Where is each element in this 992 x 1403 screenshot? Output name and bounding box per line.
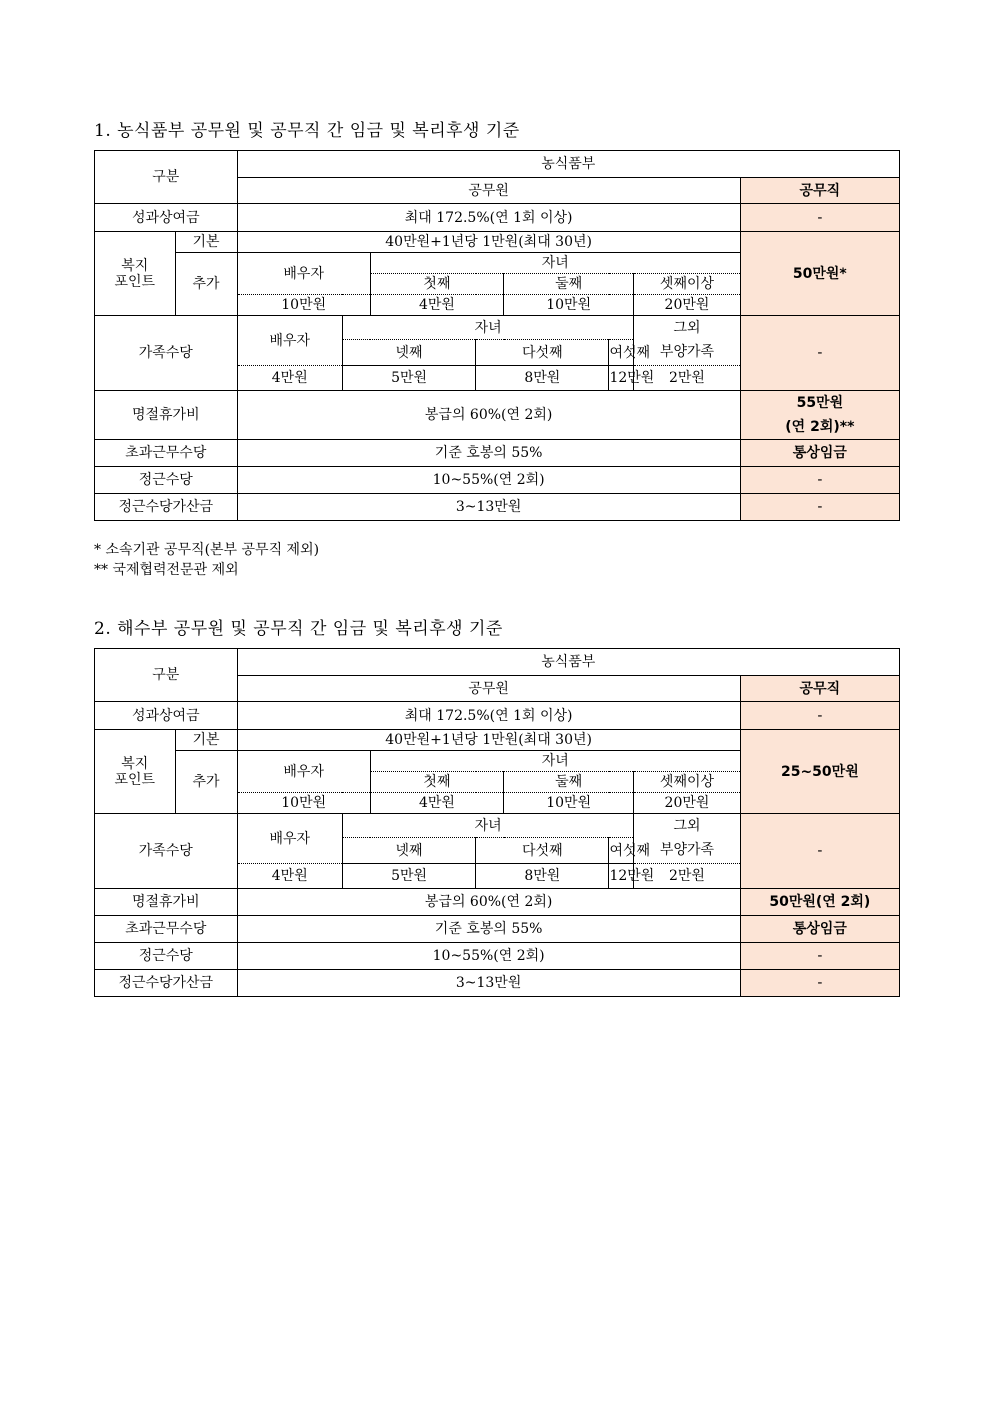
welfare-first-label: 첫째	[370, 274, 503, 295]
welfare-second-amount: 10만원	[504, 295, 634, 316]
holiday-bonus-label: 명절휴가비	[95, 391, 238, 440]
family-fourth-label: 넷째	[342, 340, 475, 366]
family-worker-value: -	[740, 814, 899, 889]
header-ministry: 농식품부	[237, 649, 899, 676]
header-worker: 공무직	[740, 178, 899, 204]
attendance-add-value: 3~13만원	[237, 970, 740, 997]
family-other-label-1: 그외	[634, 814, 740, 838]
attendance-label: 정근수당	[95, 467, 238, 494]
family-sixth-label: 여섯째	[609, 838, 634, 864]
overtime-value: 기준 호봉의 55%	[237, 440, 740, 467]
holiday-bonus-worker: 50만원(연 2회)	[740, 889, 899, 916]
family-children-label: 자녀	[342, 316, 633, 340]
attendance-worker: -	[740, 943, 899, 970]
attendance-value: 10~55%(연 2회)	[237, 943, 740, 970]
footnote-1: * 소속기관 공무직(본부 공무직 제외)	[94, 542, 320, 558]
family-children-label: 자녀	[342, 814, 633, 838]
welfare-first-amount: 4만원	[370, 793, 503, 814]
family-allowance-label: 가족수당	[95, 814, 238, 889]
overtime-label: 초과근무수당	[95, 916, 238, 943]
family-worker-value: -	[740, 316, 899, 391]
family-other-label-1: 그외	[634, 316, 740, 340]
welfare-spouse-label: 배우자	[237, 751, 370, 793]
header-worker: 공무직	[740, 676, 899, 702]
perf-bonus-label: 성과상여금	[95, 204, 238, 232]
holiday-bonus-value: 봉급의 60%(연 2회)	[237, 889, 740, 916]
holiday-bonus-value: 봉급의 60%(연 2회)	[237, 391, 740, 440]
welfare-basic-value: 40만원+1년당 1만원(최대 30년)	[237, 232, 740, 253]
family-sixth-amount: 12만원	[609, 864, 634, 889]
perf-bonus-value: 최대 172.5%(연 1회 이상)	[237, 702, 740, 730]
welfare-third-amount: 20만원	[634, 793, 740, 814]
family-spouse-label: 배우자	[237, 316, 342, 366]
welfare-spouse-amount: 10만원	[237, 295, 370, 316]
attendance-value: 10~55%(연 2회)	[237, 467, 740, 494]
section-title-1: 1. 농식품부 공무원 및 공무직 간 임금 및 복리후생 기준	[94, 121, 520, 141]
welfare-children-label: 자녀	[370, 253, 740, 274]
family-sixth-amount: 12만원	[609, 366, 634, 391]
welfare-basic-label: 기본	[175, 232, 237, 253]
attendance-add-label: 정근수당가산금	[95, 970, 238, 997]
welfare-worker-value: 50만원*	[740, 232, 899, 316]
perf-bonus-worker: -	[740, 702, 899, 730]
attendance-add-label: 정근수당가산금	[95, 494, 238, 521]
family-fifth-amount: 8만원	[476, 864, 609, 889]
welfare-children-label: 자녀	[370, 751, 740, 772]
perf-bonus-label: 성과상여금	[95, 702, 238, 730]
overtime-label: 초과근무수당	[95, 440, 238, 467]
footnote-2: ** 국제협력전문관 제외	[94, 562, 239, 578]
welfare-point-label: 복지 포인트	[95, 730, 176, 814]
welfare-first-amount: 4만원	[370, 295, 503, 316]
family-fifth-label: 다섯째	[476, 340, 609, 366]
welfare-extra-label: 추가	[175, 253, 237, 316]
footnotes	[94, 540, 319, 580]
family-spouse-amount: 4만원	[237, 864, 342, 889]
header-category: 구분	[95, 151, 238, 204]
perf-bonus-value: 최대 172.5%(연 1회 이상)	[237, 204, 740, 232]
attendance-add-worker: -	[740, 494, 899, 521]
attendance-add-worker: -	[740, 970, 899, 997]
welfare-third-label: 셋째이상	[634, 274, 740, 295]
welfare-worker-value: 25~50만원	[740, 730, 899, 814]
welfare-spouse-amount: 10만원	[237, 793, 370, 814]
family-spouse-label: 배우자	[237, 814, 342, 864]
attendance-add-value: 3~13만원	[237, 494, 740, 521]
welfare-spouse-label: 배우자	[237, 253, 370, 295]
section-title-2: 2. 해수부 공무원 및 공무직 간 임금 및 복리후생 기준	[94, 619, 503, 639]
family-fifth-amount: 8만원	[476, 366, 609, 391]
overtime-worker: 통상임금	[740, 916, 899, 943]
family-other-amount: 2만원	[634, 366, 740, 391]
family-other-amount: 2만원	[634, 864, 740, 889]
overtime-value: 기준 호봉의 55%	[237, 916, 740, 943]
family-allowance-label: 가족수당	[95, 316, 238, 391]
wage-table-1	[94, 150, 900, 521]
welfare-third-amount: 20만원	[634, 295, 740, 316]
wage-table-2	[94, 648, 900, 997]
family-other-label-2: 부양가족	[634, 340, 740, 366]
welfare-second-amount: 10만원	[504, 793, 634, 814]
welfare-extra-label: 추가	[175, 751, 237, 814]
holiday-bonus-label: 명절휴가비	[95, 889, 238, 916]
family-fifth-label: 다섯째	[476, 838, 609, 864]
family-other-label-2: 부양가족	[634, 838, 740, 864]
welfare-point-label: 복지 포인트	[95, 232, 176, 316]
header-category: 구분	[95, 649, 238, 702]
overtime-worker: 통상임금	[740, 440, 899, 467]
welfare-third-label: 셋째이상	[634, 772, 740, 793]
family-sixth-label: 여섯째	[609, 340, 634, 366]
header-official: 공무원	[237, 676, 740, 702]
family-fourth-amount: 5만원	[342, 864, 475, 889]
welfare-basic-label: 기본	[175, 730, 237, 751]
family-fourth-amount: 5만원	[342, 366, 475, 391]
welfare-second-label: 둘째	[504, 274, 634, 295]
perf-bonus-worker: -	[740, 204, 899, 232]
header-official: 공무원	[237, 178, 740, 204]
welfare-basic-value: 40만원+1년당 1만원(최대 30년)	[237, 730, 740, 751]
attendance-worker: -	[740, 467, 899, 494]
family-spouse-amount: 4만원	[237, 366, 342, 391]
welfare-second-label: 둘째	[504, 772, 634, 793]
attendance-label: 정근수당	[95, 943, 238, 970]
holiday-bonus-worker: 55만원 (연 2회)**	[740, 391, 899, 440]
header-ministry: 농식품부	[237, 151, 899, 178]
family-fourth-label: 넷째	[342, 838, 475, 864]
welfare-first-label: 첫째	[370, 772, 503, 793]
